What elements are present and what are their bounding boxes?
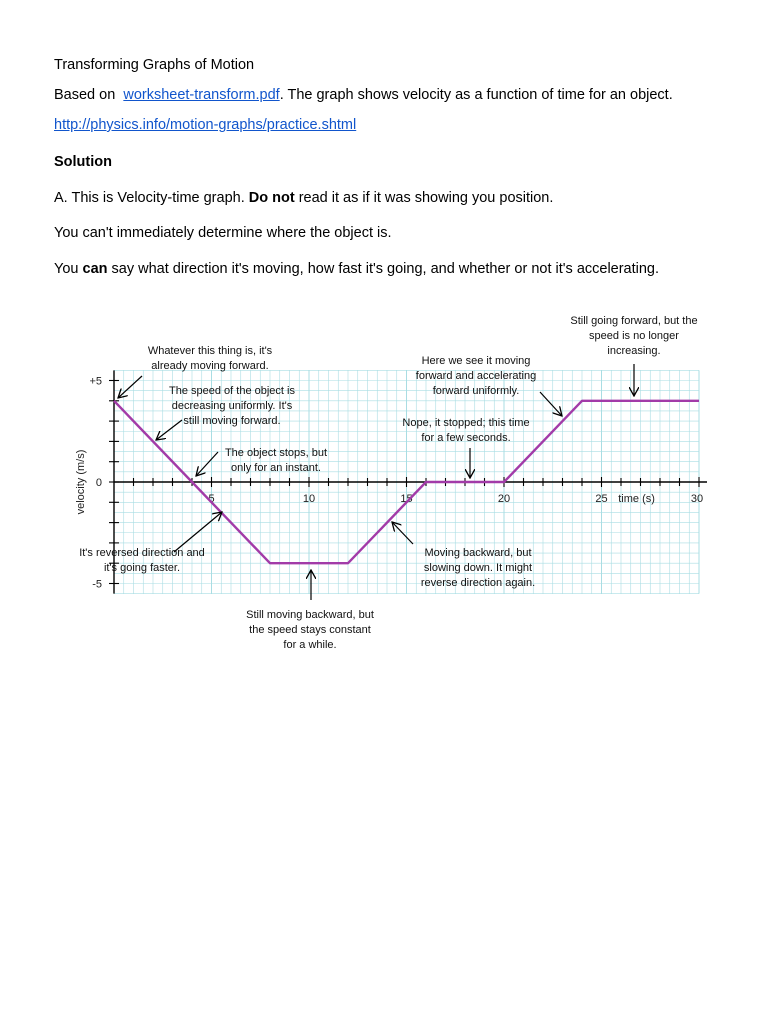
- axis-layer: [75, 370, 707, 593]
- annotation-line: Still moving backward, but: [246, 609, 374, 621]
- y-tick-label: +5: [89, 375, 102, 388]
- line-c-post: say what direction it's moving, how fast it's going, and whether or not it's accelerating.: [111, 261, 660, 277]
- annotation-arrow: [196, 452, 218, 476]
- line-a-bold: Do not: [248, 190, 295, 206]
- x-tick-label: 20: [497, 493, 511, 505]
- x-tick-label: 5: [208, 493, 215, 505]
- x-tick-label: 30: [690, 493, 704, 505]
- line-a-post: read it as if it was showing you position.: [298, 190, 554, 206]
- annotation-line: Nope, it stopped; this time: [402, 417, 530, 429]
- annotation-text: [169, 385, 295, 427]
- solution-heading: Solution: [54, 154, 112, 170]
- annotation-line: forward and accelerating: [415, 370, 537, 382]
- annotation-line: the speed stays constant: [249, 624, 371, 636]
- practice-url-link[interactable]: http://physics.info/motion-graphs/practice.shtml: [54, 117, 357, 133]
- annotation-text: [79, 547, 205, 574]
- x-axis-label: time (s): [618, 493, 655, 505]
- annotation-arrow: [156, 420, 182, 440]
- annotation-line: The speed of the object is: [169, 385, 295, 397]
- based-on-line: [54, 86, 673, 104]
- annotation-line: for a few seconds.: [421, 432, 511, 444]
- practice-url-line: [54, 116, 356, 134]
- y-axis-label: velocity (m/s): [75, 449, 87, 515]
- annotation-text: [416, 355, 536, 397]
- x-tick-label: 15: [400, 493, 413, 505]
- annotation-line: slowing down. It might: [423, 562, 533, 574]
- line-b: You can't immediately determine where the object is.: [54, 225, 392, 241]
- velocity-time-graph: [56, 308, 716, 658]
- annotation-line: increasing.: [607, 345, 661, 357]
- annotation-text: [402, 417, 529, 444]
- annotation-line: already moving forward.: [151, 360, 269, 372]
- annotation-arrow: [118, 376, 142, 398]
- annotation-line: speed is no longer: [589, 330, 679, 342]
- y-tick-label: -5: [92, 578, 102, 591]
- annotation-line: Here we see it moving: [421, 355, 531, 367]
- annotation-line: it's going faster.: [103, 562, 181, 574]
- annotation-line: It's reversed direction and: [79, 547, 205, 559]
- annotation-line: Moving backward, but: [424, 547, 532, 559]
- annotation-line: only for an instant.: [231, 462, 321, 474]
- annotation-text: [225, 447, 327, 474]
- annotation-line: Still going forward, but the: [570, 315, 698, 327]
- y-tick-label: 0: [95, 477, 102, 489]
- annotation-text: [570, 315, 697, 357]
- annotation-arrow: [174, 512, 222, 552]
- annotation-line: for a while.: [283, 639, 337, 651]
- x-tick-label: 25: [595, 493, 608, 505]
- based-on-suffix: . The graph shows velocity as a function of time for an object.: [279, 87, 673, 103]
- line-c-bold: can: [82, 261, 108, 277]
- annotation-text: [246, 609, 374, 651]
- annotation-line: The object stops, but: [224, 447, 328, 459]
- line-a-pre: A. This is Velocity-time graph.: [54, 190, 245, 206]
- annotation-line: decreasing uniformly. It's: [171, 400, 293, 412]
- document-title: Transforming Graphs of Motion: [54, 57, 255, 73]
- annotation-line: Whatever this thing is, it's: [147, 345, 273, 357]
- annotation-line: forward uniformly.: [432, 385, 520, 397]
- worksheet-link[interactable]: worksheet-transform.pdf: [123, 87, 280, 103]
- annotation-text: [148, 345, 273, 372]
- line-a: [54, 189, 553, 207]
- line-c: [54, 260, 659, 278]
- x-tick-label: 10: [302, 493, 316, 505]
- annotation-text: [421, 547, 535, 589]
- annotation-line: still moving forward.: [183, 415, 281, 427]
- line-c-pre: You: [54, 261, 79, 277]
- annotation-line: reverse direction again.: [420, 577, 536, 589]
- based-on-prefix: Based on: [54, 87, 116, 103]
